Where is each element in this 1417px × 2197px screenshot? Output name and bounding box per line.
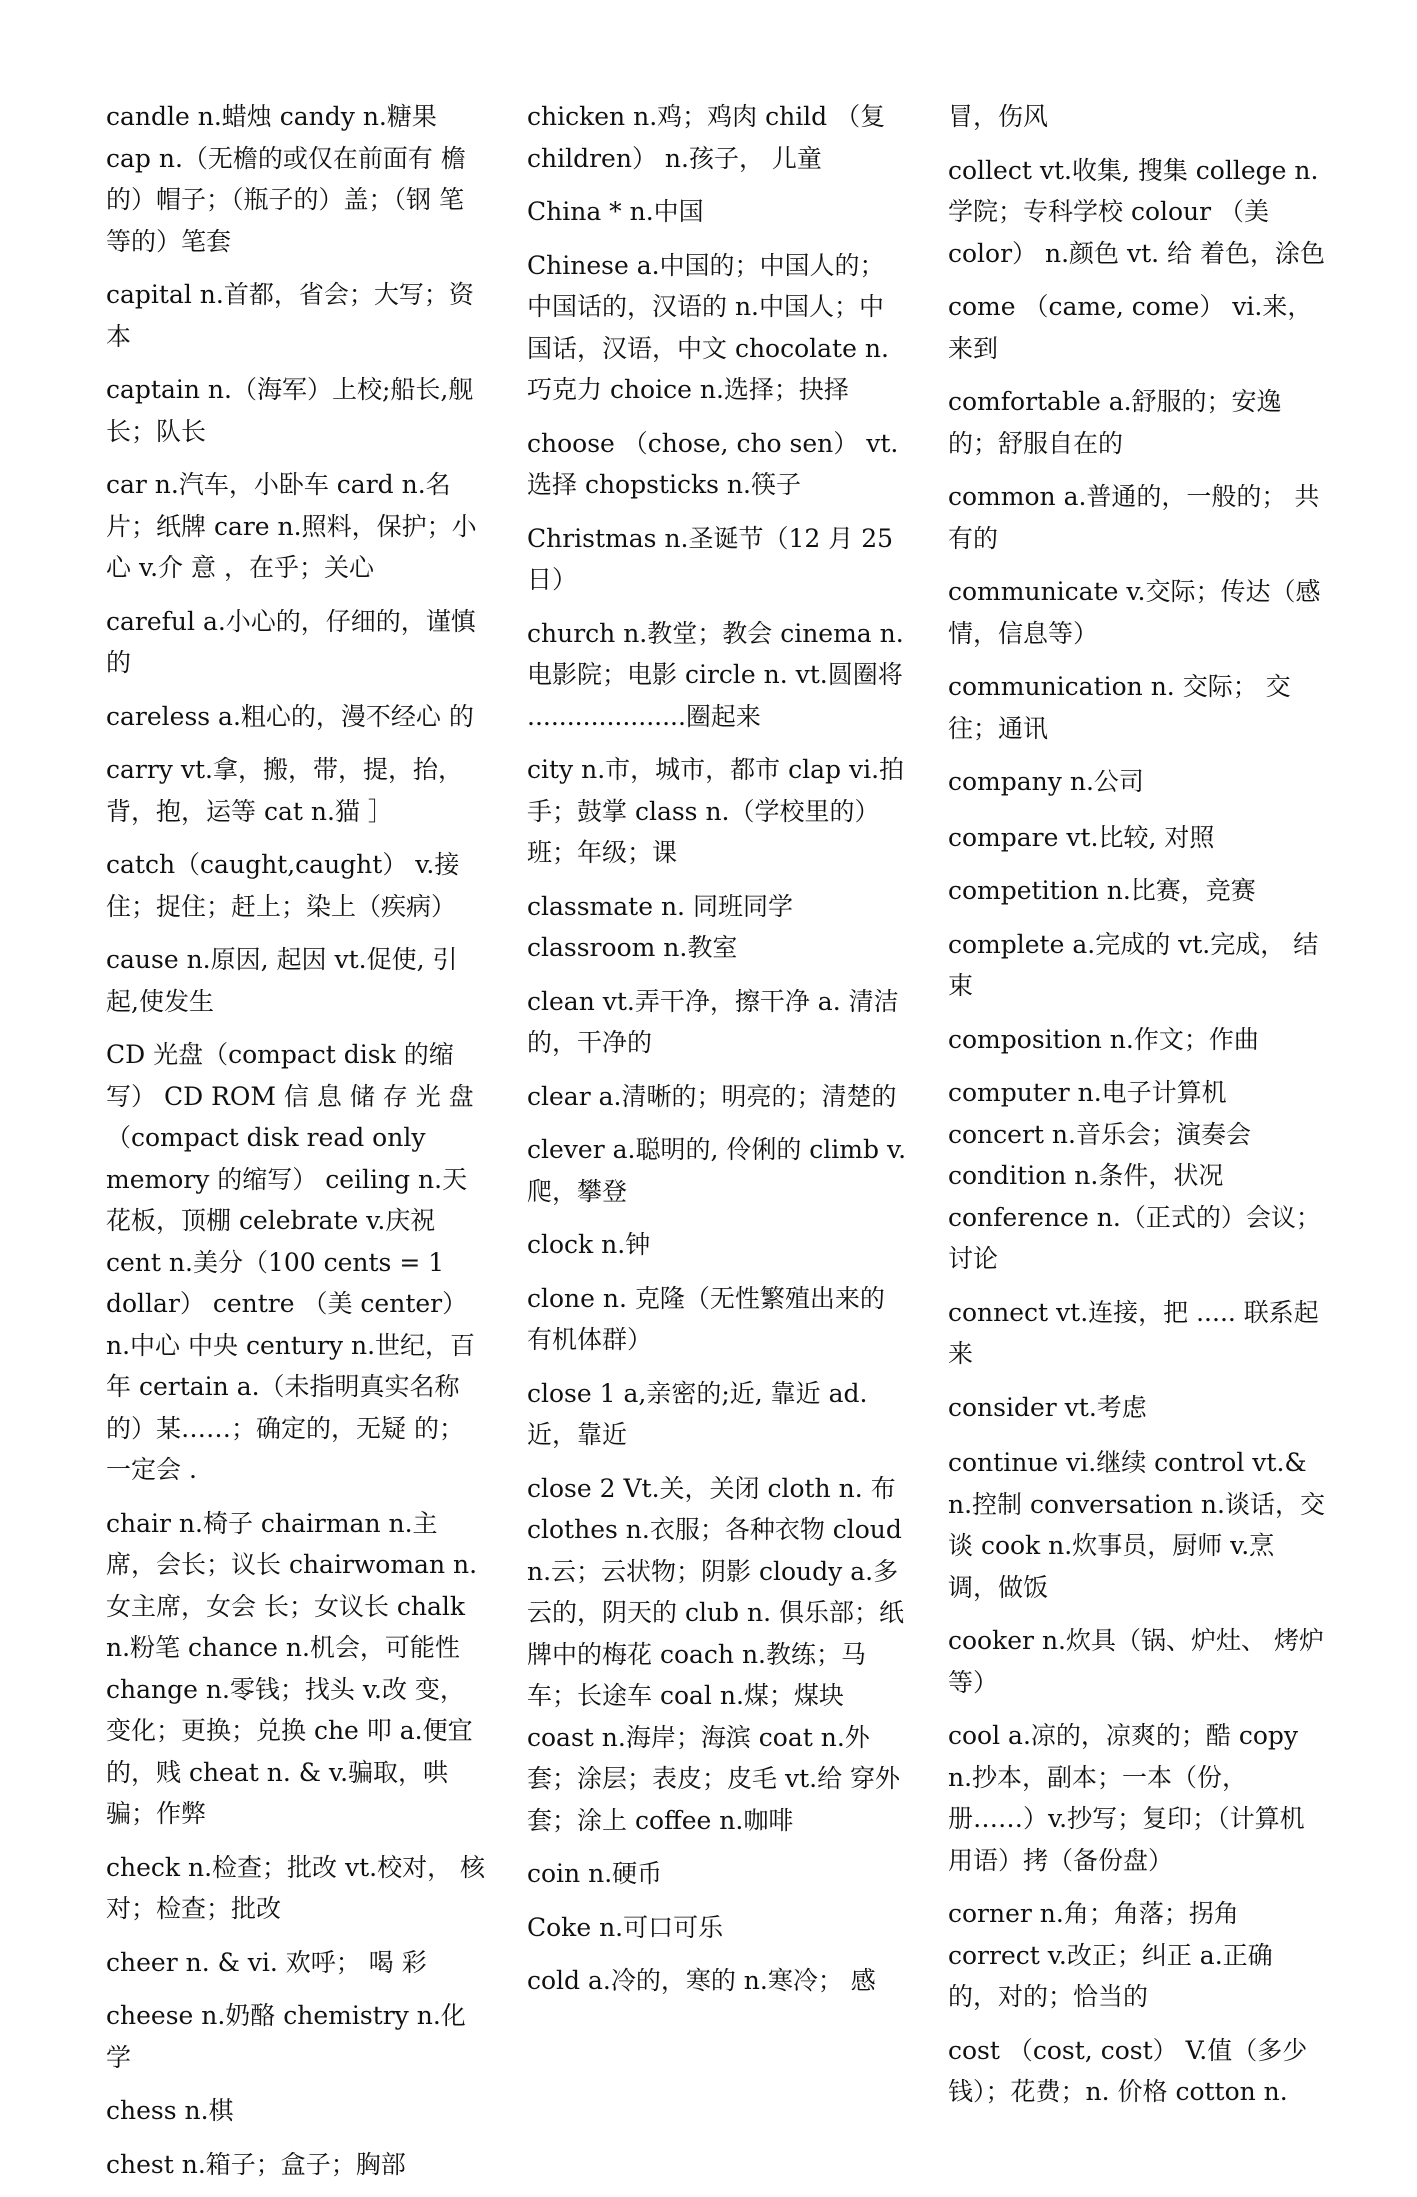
column-3	[948, 96, 1328, 2125]
entry-city: city n.市，城市，都市 clap vi.拍手；鼓掌 class n.（学校里的）班；年级；课	[527, 755, 905, 867]
entry-cool: cool a.凉的，凉爽的；酷 copy n.抄本，副本；一本（份，册……）v.抄写；复印；（计算机用语）拷（备份盘）	[948, 1721, 1305, 1875]
entry-chinese: Chinese a.中国的；中国人的；中国话的，汉语的 n.中国人；中国话，汉语，中文 chocolate n.巧克力 choice n.选择；抉择	[527, 250, 889, 404]
entry-christmas: Christmas n.圣诞节（12 月 25 日）	[527, 523, 894, 594]
entry-company: company n.公司	[948, 767, 1144, 796]
entry-chicken: chicken n.鸡；鸡肉 child （复 children） n.孩子， 儿童	[527, 102, 886, 173]
entry-check: check n.检查；批改 vt.校对， 核对；检查；批改	[106, 1852, 486, 1923]
entry-clock: clock n.钟	[527, 1230, 651, 1259]
entry-communicate: communicate v.交际；传达（感情，信息等）	[948, 577, 1321, 648]
entry-choose: choose （chose, cho sen） vt. 选择 chopsticks n.筷子	[527, 428, 899, 499]
entry-carry: carry vt.拿，搬，带，提，抬，背，抱，运等 cat n.猫 ］	[106, 755, 463, 826]
entry-cd: CD 光盘（compact disk 的缩 写） CD ROM 信 息 储 存 光 盘（compact disk read only memory 的缩写） ceiling n.天花板，顶棚 celebrate v.庆祝 cent n.美分（100 cents = 1 dollar） centre （美 center） n.中心 中央 century n.世纪，百年 certain a.（未指明真实名称 的）某……；确定的，无疑 的；一定会 .	[106, 1040, 476, 1484]
entry-composition: composition n.作文；作曲	[948, 1024, 1259, 1054]
entry-computer: computer n.电子计算机 concert n.音乐会；演奏会 condition n.条件，状况 conference n.（正式的）会议； 讨论	[948, 1078, 1321, 1273]
entry-complete: complete a.完成的 vt.完成， 结束	[948, 929, 1319, 1000]
entry-capital: capital n.首都，省会；大写；资本	[106, 280, 474, 351]
entry-careless: careless a.粗心的，漫不经心 的	[106, 701, 474, 731]
entry-captain: captain n.（海军）上校;船长,舰长；队长	[106, 375, 474, 446]
entry-cause: cause n.原因, 起因 vt.促使, 引起,使发生	[106, 945, 458, 1016]
entry-comfortable: comfortable a.舒服的；安逸的；舒服自在的	[948, 387, 1282, 458]
entry-catch: catch（caught,caught） v.接住；捉住；赶上；染上（疾病）	[106, 850, 460, 921]
entry-candle: candle n.蜡烛 candy n.糖果 cap n.（无檐的或仅在前面有 檐的）帽子；（瓶子的）盖；（钢 笔等的）笔套	[106, 102, 466, 256]
entry-close-1: close 1 a,亲密的;近, 靠近 ad.近，靠近	[527, 1378, 868, 1449]
entry-cost: cost （cost, cost） V.值（多少钱）；花费；n. 价格 cotton n.	[948, 2035, 1308, 2106]
entry-come: come （came, come） vi.来，来到	[948, 292, 1313, 363]
entry-collect: collect vt.收集, 搜集 college n.学院；专科学校 colour （美 color） n.颜色 vt. 给 着色，涂色	[948, 155, 1326, 268]
entry-corner: corner n.角；角落；拐角 correct v.改正；纠正 a.正确 的，对的；恰当的	[948, 1899, 1273, 2011]
entry-classmate: classmate n. 同班同学 classroom n.教室	[527, 891, 793, 962]
entry-continue: continue vi.继续 control vt.& n.控制 conversation n.谈话，交谈 cook n.炊事员，厨师 v.烹 调，做饭	[948, 1448, 1325, 1602]
entry-church: church n.教堂；教会 cinema n.电影院；电影 circle n. vt.圆圈将 ....................圈起来	[527, 618, 904, 731]
entry-cold: cold a.冷的，寒的 n.寒冷； 感	[527, 1966, 876, 1995]
entry-chair: chair n.椅子 chairman n.主席，会长；议长 chairwoman n.女主席，女会 长；女议长 chalk n.粉笔 chance n.机会，可能性 change n.零钱；找头 v.改 变，变化；更换；兑换 che 叩 a.便宜的，贱 cheat n. & v.骗取，哄骗；作弊	[106, 1508, 478, 1828]
entry-cheese: cheese n.奶酪 chemistry n.化学	[106, 2001, 466, 2072]
column-2	[527, 96, 907, 2014]
entry-chess: chess n.棋	[106, 2096, 234, 2125]
entry-coke: Coke n.可口可乐	[527, 1912, 724, 1942]
entry-cold-continued: 冒，伤风	[948, 102, 1049, 131]
entry-competition: competition n.比赛，竞赛	[948, 876, 1256, 905]
entry-coin: coin n.硬币	[527, 1859, 663, 1888]
entry-car: car n.汽车，小卧车 card n.名片；纸牌 care n.照料，保护；小心 v.介 意 ，在乎；关心	[106, 470, 477, 582]
entry-china: China * n.中国	[527, 197, 704, 226]
entry-clever: clever a.聪明的, 伶俐的 climb v.爬，攀登	[527, 1135, 907, 1206]
entry-common: common a.普通的，一般的； 共有的	[948, 482, 1320, 553]
entry-clear: clear a.清晰的；明亮的；清楚的	[527, 1081, 897, 1111]
entry-connect: connect vt.连接，把 ..... 联系起来	[948, 1297, 1319, 1368]
entry-careful: careful a.小心的，仔细的，谨慎的	[106, 606, 476, 677]
column-1	[106, 96, 486, 2197]
entry-consider: consider vt.考虑	[948, 1392, 1147, 1422]
entry-clean: clean vt.弄干净，擦干净 a. 清洁的，干净的	[527, 986, 899, 1057]
entry-communication: communication n. 交际； 交往；通讯	[948, 672, 1291, 743]
entry-cooker: cooker n.炊具（锅、炉灶、 烤炉等）	[948, 1626, 1324, 1697]
entry-close-2: close 2 Vt.关，关闭 cloth n. 布 clothes n.衣服；各种衣物 cloud n.云；云状物；阴影 cloudy a.多云的，阴天的 club n. 俱乐部；纸牌中的梅花 coach n.教练；马车；长途车 coal n.煤；煤块 coast n.海岸；海滨 coat n.外套；涂层；表皮；皮毛 vt.给 穿外套；涂上 coffee n.咖啡	[527, 1473, 904, 1835]
entry-clone: clone n. 克隆（无性繁殖出来的有机体群）	[527, 1283, 885, 1354]
entry-cheer: cheer n. & vi. 欢呼； 喝 彩	[106, 1947, 427, 1977]
entry-chest: chest n.箱子；盒子；胸部	[106, 2149, 406, 2179]
entry-compare: compare vt.比较, 对照	[948, 822, 1215, 852]
